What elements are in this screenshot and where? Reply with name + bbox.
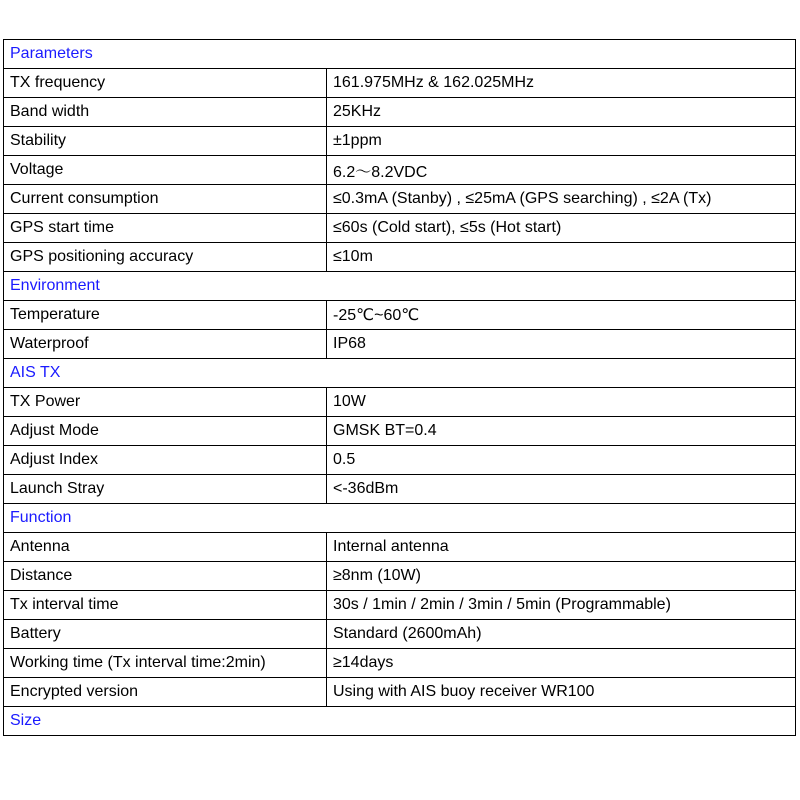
- section-header-row: [4, 504, 796, 533]
- table-row: [4, 649, 796, 678]
- spec-label: Battery: [4, 620, 327, 649]
- spec-value: GMSK BT=0.4: [327, 417, 796, 446]
- spec-value: ≥14days: [327, 649, 796, 678]
- spec-label: GPS positioning accuracy: [4, 243, 327, 272]
- spec-value: 10W: [327, 388, 796, 417]
- table-row: [4, 388, 796, 417]
- table-row: [4, 243, 796, 272]
- table-row: [4, 475, 796, 504]
- table-row: [4, 330, 796, 359]
- spec-value: <-36dBm: [327, 475, 796, 504]
- spec-value: Standard (2600mAh): [327, 620, 796, 649]
- spec-value: 30s / 1min / 2min / 3min / 5min (Programmable): [327, 591, 796, 620]
- spec-label: Band width: [4, 98, 327, 127]
- spec-value: IP68: [327, 330, 796, 359]
- spec-label: Voltage: [4, 156, 327, 185]
- section-header-row: [4, 707, 796, 736]
- spec-value: ±1ppm: [327, 127, 796, 156]
- spec-label: TX frequency: [4, 69, 327, 98]
- table-row: [4, 98, 796, 127]
- spec-label: Tx interval time: [4, 591, 327, 620]
- spec-label: Adjust Mode: [4, 417, 327, 446]
- spec-value: ≤60s (Cold start), ≤5s (Hot start): [327, 214, 796, 243]
- spec-value: Using with AIS buoy receiver WR100: [327, 678, 796, 707]
- section-header-row: [4, 40, 796, 69]
- spec-label: Current consumption: [4, 185, 327, 214]
- spec-value: -25℃~60℃: [327, 301, 796, 330]
- spec-label: Antenna: [4, 533, 327, 562]
- spec-value: Internal antenna: [327, 533, 796, 562]
- section-title: Size: [4, 707, 796, 736]
- spec-label: Launch Stray: [4, 475, 327, 504]
- spec-value: ≤0.3mA (Stanby) , ≤25mA (GPS searching) , ≤2A (Tx): [327, 185, 796, 214]
- spec-value: 0.5: [327, 446, 796, 475]
- spec-table-body: [4, 40, 796, 736]
- spec-value: 6.2～8.2VDC: [327, 156, 796, 185]
- table-row: [4, 533, 796, 562]
- table-row: [4, 69, 796, 98]
- section-header-row: [4, 359, 796, 388]
- section-title: Parameters: [4, 40, 796, 69]
- table-row: [4, 591, 796, 620]
- table-row: [4, 301, 796, 330]
- section-title: Environment: [4, 272, 796, 301]
- spec-label: Temperature: [4, 301, 327, 330]
- section-title: AIS TX: [4, 359, 796, 388]
- spec-value: ≥8nm (10W): [327, 562, 796, 591]
- table-row: [4, 156, 796, 185]
- spec-label: Encrypted version: [4, 678, 327, 707]
- spec-value: 25KHz: [327, 98, 796, 127]
- table-row: [4, 417, 796, 446]
- table-row: [4, 620, 796, 649]
- table-row: [4, 127, 796, 156]
- table-row: [4, 678, 796, 707]
- spec-label: Waterproof: [4, 330, 327, 359]
- section-header-row: [4, 272, 796, 301]
- spec-label: Adjust Index: [4, 446, 327, 475]
- spec-value: 161.975MHz & 162.025MHz: [327, 69, 796, 98]
- spec-label: Distance: [4, 562, 327, 591]
- spec-label: TX Power: [4, 388, 327, 417]
- spec-label: GPS start time: [4, 214, 327, 243]
- table-row: [4, 446, 796, 475]
- spec-label: Working time (Tx interval time:2min): [4, 649, 327, 678]
- section-title: Function: [4, 504, 796, 533]
- table-row: [4, 214, 796, 243]
- table-row: [4, 185, 796, 214]
- table-row: [4, 562, 796, 591]
- spec-label: Stability: [4, 127, 327, 156]
- spec-table: [3, 39, 796, 736]
- spec-value: ≤10m: [327, 243, 796, 272]
